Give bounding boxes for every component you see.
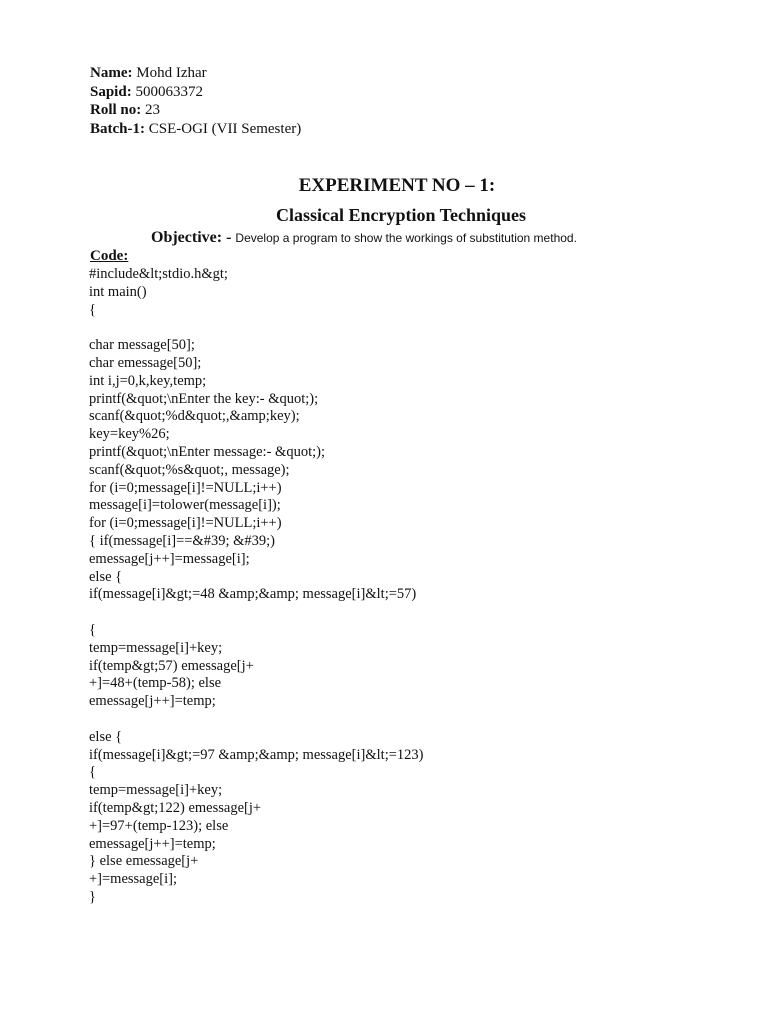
name-value: Mohd Izhar (132, 65, 207, 81)
code-line: for (i=0;message[i]!=NULL;i++) (89, 479, 282, 496)
code-line: if(temp&gt;122) emessage[j+ (89, 799, 262, 816)
code-line: scanf(&quot;%s&quot;, message); (89, 461, 290, 478)
rollno-value: 23 (141, 102, 161, 118)
code-line: { (89, 301, 96, 318)
code-line (89, 711, 423, 729)
code-line: char emessage[50]; (89, 354, 202, 371)
code-line: message[i]=tolower(message[i]); (89, 497, 281, 514)
experiment-subtitle: Classical Encryption Techniques (275, 205, 527, 225)
batch-label: Batch-1: (90, 120, 145, 137)
code-line: { (89, 764, 96, 781)
code-line: int i,j=0,k,key,temp; (89, 372, 207, 389)
name-row (90, 64, 301, 83)
code-line: if(temp&gt;57) emessage[j+ (89, 657, 254, 674)
code-line: emessage[j++]=message[i]; (89, 550, 250, 567)
code-line (89, 319, 423, 337)
code-line: int main() (89, 283, 147, 300)
batch-row (90, 120, 301, 139)
sapid-row (90, 83, 301, 102)
code-line: char message[50]; (89, 337, 195, 354)
code-line (89, 604, 423, 622)
experiment-title: EXPERIMENT NO – 1: (298, 175, 496, 196)
sapid-value: 500063372 (131, 83, 203, 100)
objective-text: Develop a program to show the workings of substitution method. (235, 231, 577, 245)
code-line: +]=97+(temp-123); else (89, 817, 229, 834)
code-line: scanf(&quot;%d&quot;,&amp;key); (89, 408, 300, 425)
name-label: Name: (90, 65, 133, 81)
code-line: temp=message[i]+key; (89, 639, 223, 656)
code-line: else { (89, 728, 123, 745)
code-line: #include&lt;stdio.h&gt; (89, 266, 228, 282)
code-line: printf(&quot;\nEnter the key:- &quot;); (89, 390, 319, 407)
objective (151, 229, 577, 247)
sapid-label: Sapid: (90, 83, 132, 100)
code-line: printf(&quot;\nEnter message:- &quot;); (89, 443, 325, 460)
code-line: +]=message[i]; (89, 871, 178, 888)
code-line: if(message[i]&gt;=97 &amp;&amp; message[i]&lt;=123) (89, 746, 424, 763)
code-line: for (i=0;message[i]!=NULL;i++) (89, 515, 282, 532)
code-line: } (89, 888, 96, 905)
batch-value: CSE-OGI (VII Semester) (145, 120, 302, 137)
code-line: +]=48+(temp-58); else (89, 675, 222, 692)
code-line: { (89, 621, 96, 638)
code-block (89, 266, 423, 907)
rollno-row (90, 101, 301, 120)
code-line: temp=message[i]+key; (89, 782, 223, 799)
code-line: key=key%26; (89, 426, 170, 443)
rollno-label: Roll no: (90, 102, 142, 118)
code-line: if(message[i]&gt;=48 &amp;&amp; message[i]&lt;=57) (89, 586, 417, 603)
code-line: emessage[j++]=temp; (89, 835, 216, 852)
code-line: } else emessage[j+ (89, 853, 199, 870)
objective-label: Objective: - (151, 229, 236, 246)
code-line: else { (89, 568, 123, 585)
code-label: Code: (90, 248, 129, 264)
code-line: emessage[j++]=temp; (89, 693, 216, 710)
code-line: { if(message[i]==&#39; &#39;) (89, 532, 276, 549)
student-info (90, 64, 301, 138)
